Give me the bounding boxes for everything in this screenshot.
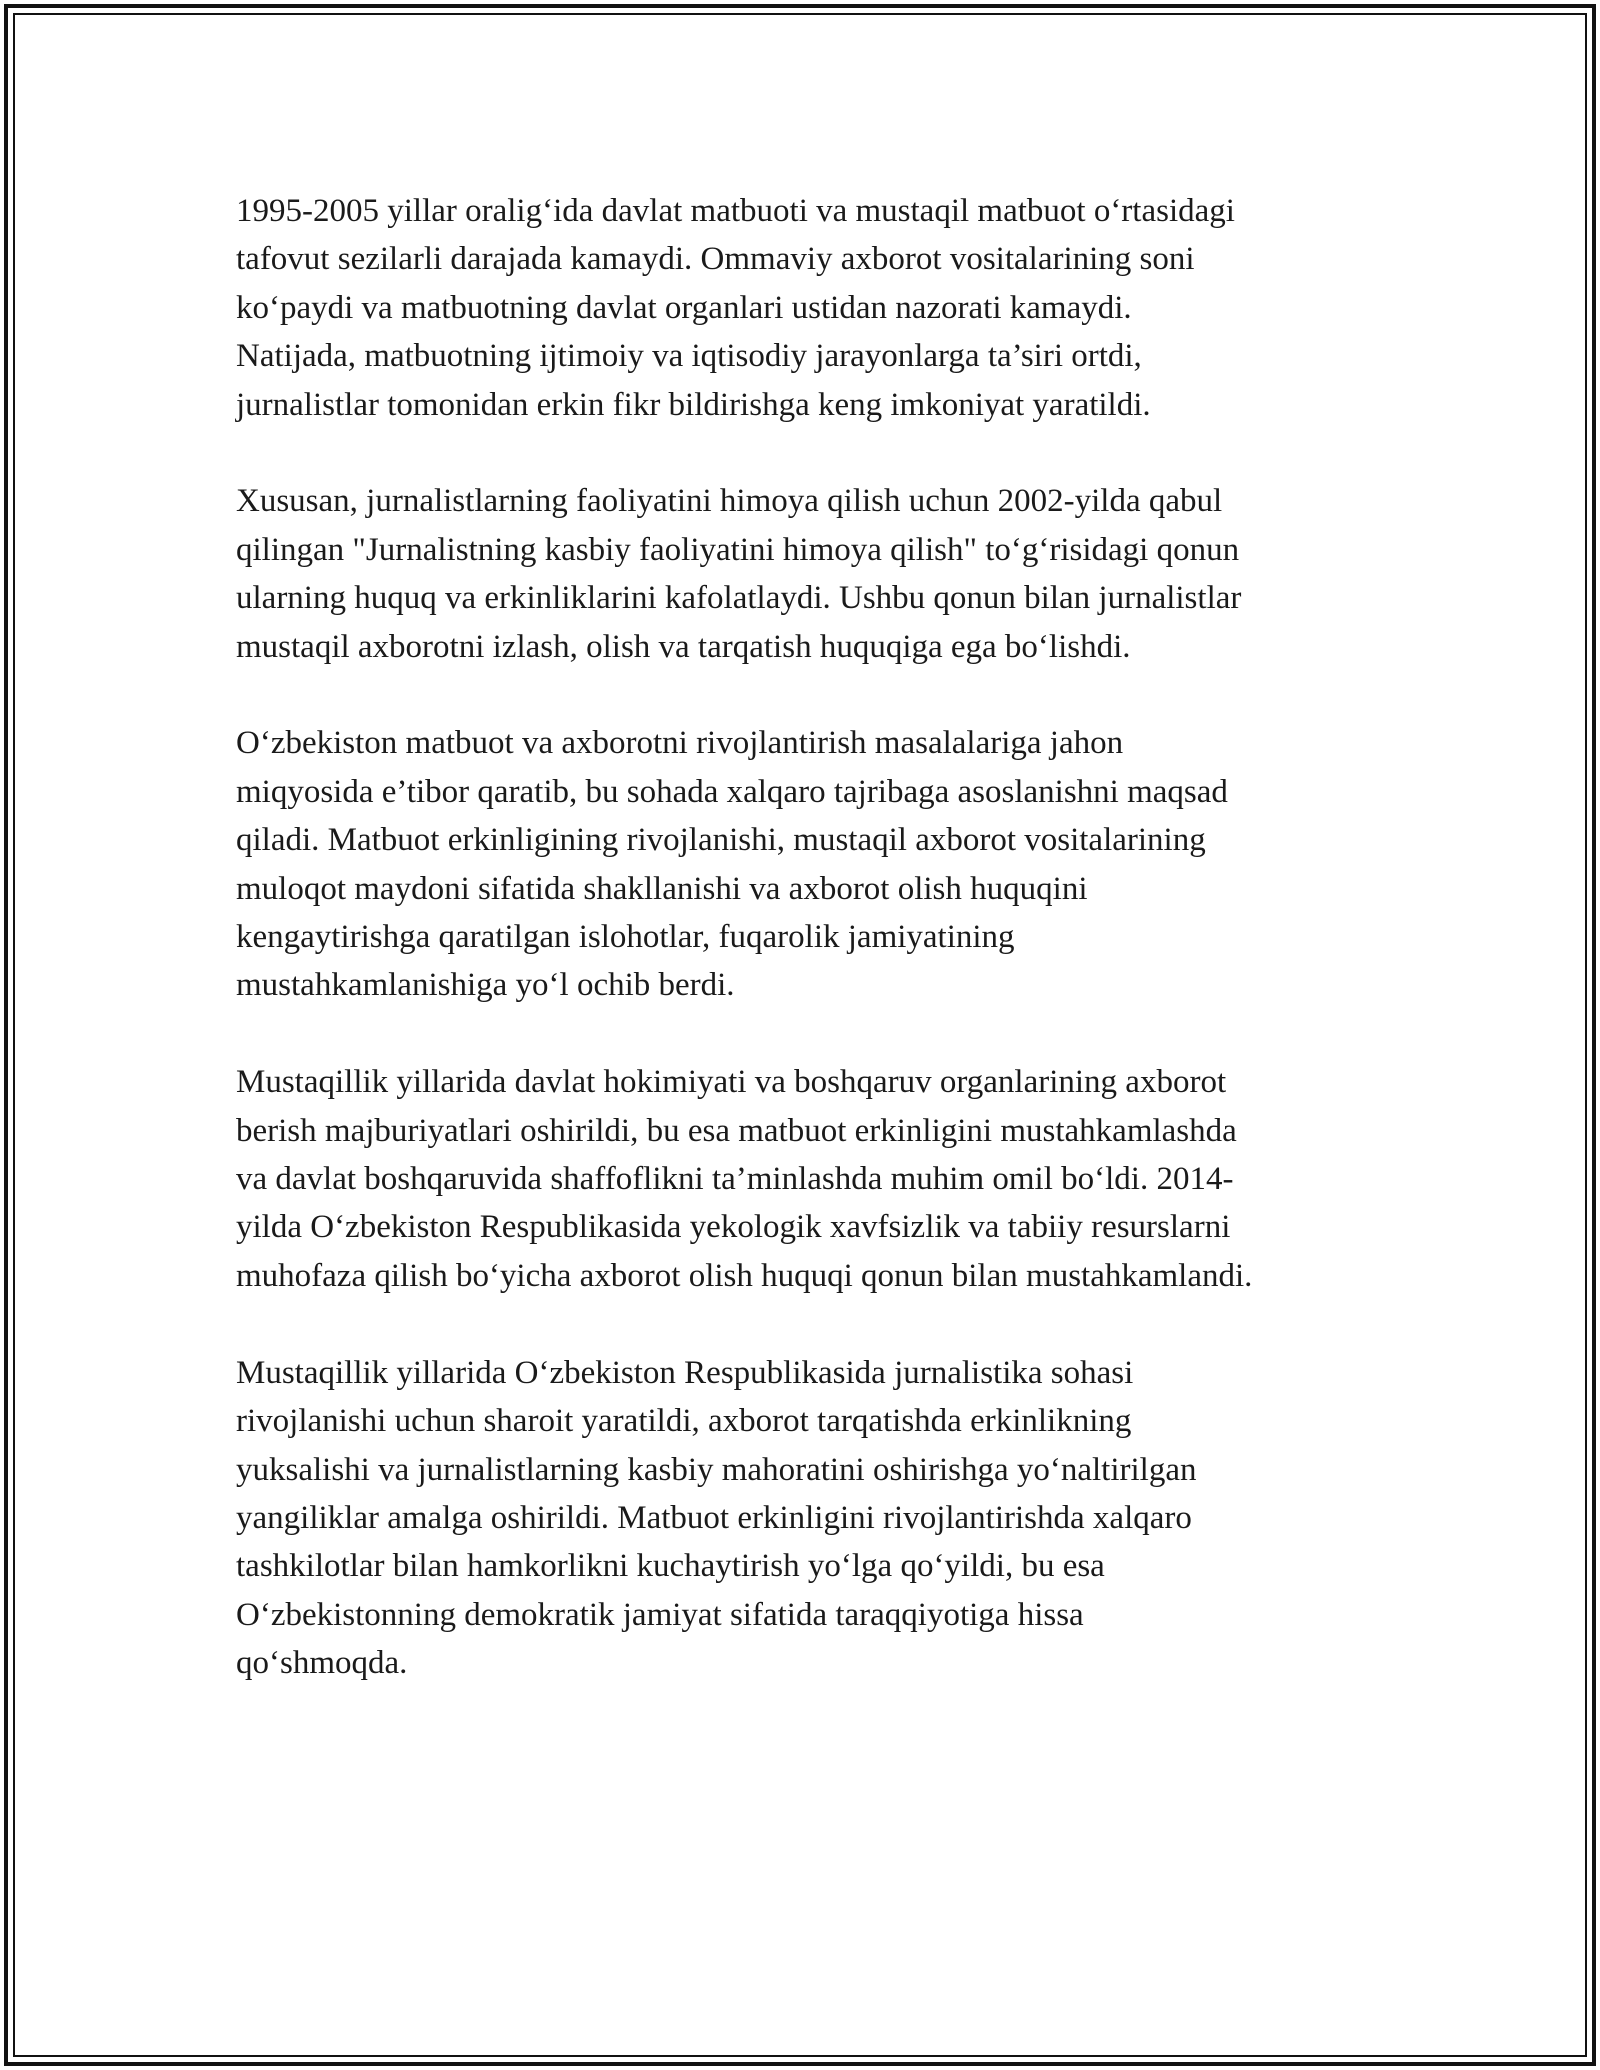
text-line: mustahkamlanishiga yo‘l ochib berdi.	[236, 967, 735, 1004]
text-line: 1995-2005 yillar oralig‘ida davlat matbuoti va mustaqil matbuot o‘rtasidagi	[236, 193, 1235, 229]
text-line: tafovut sezilarli darajada kamaydi. Ommaviy axborot vositalarining soni	[236, 241, 1195, 278]
text-line: va davlat boshqaruvida shaffoflikni ta’minlashda muhim omil bo‘ldi. 2014-	[236, 1161, 1234, 1198]
text-line: mustaqil axborotni izlash, olish va tarqatish huquqiga ega bo‘lishdi.	[236, 628, 1131, 665]
text-line: yuksalishi va jurnalistlarning kasbiy mahoratini oshirishga yo‘naltirilgan	[236, 1451, 1197, 1488]
text-line: qo‘shmoqda.	[236, 1645, 408, 1682]
text-line: jurnalistlar tomonidan erkin fikr bildirishga keng imkoniyat yaratildi.	[236, 386, 1151, 423]
text-line: berish majburiyatlari oshirildi, bu esa matbuot erkinligini mustahkamlashda	[236, 1112, 1237, 1149]
text-line: Mustaqillik yillarida davlat hokimiyati va boshqaruv organlarining axborot	[236, 1064, 1227, 1101]
text-line: Natijada, matbuotning ijtimoiy va iqtisodiy jarayonlarga ta’siri ortdi,	[236, 338, 1142, 375]
text-line: ularning huquq va erkinliklarini kafolatlaydi. Ushbu qonun bilan jurnalistlar	[236, 580, 1242, 617]
text-line: muhofaza qilish bo‘yicha axborot olish huquqi qonun bilan mustahkamlandi.	[236, 1257, 1253, 1294]
paragraph-5	[236, 1349, 1366, 1688]
text-line: ko‘paydi va matbuotning davlat organlari ustidan nazorati kamaydi.	[236, 289, 1132, 326]
text-line: qiladi. Matbuot erkinligining rivojlanishi, mustaqil axborot vositalarining	[236, 822, 1206, 859]
text-line: muloqot maydoni sifatida shakllanishi va axborot olish huquqini	[236, 870, 1088, 907]
text-line: Mustaqillik yillarida O‘zbekiston Respublikasida jurnalistika sohasi	[236, 1354, 1134, 1391]
text-line: O‘zbekistonning demokratik jamiyat sifatida taraqqiyotiga hissa	[236, 1596, 1084, 1633]
text-line: Xususan, jurnalistlarning faoliyatini himoya qilish uchun 2002-yilda qabul	[236, 483, 1223, 520]
text-line: qilingan "Jurnalistning kasbiy faoliyatini himoya qilish" to‘g‘risidagi qonun	[236, 531, 1240, 568]
paragraph-3	[236, 719, 1366, 1009]
text-line: yangiliklar amalga oshirildi. Matbuot erkinligini rivojlantirishda xalqaro	[236, 1499, 1192, 1536]
document-body	[236, 187, 1366, 1736]
text-line: kengaytirishga qaratilgan islohotlar, fuqarolik jamiyatining	[236, 919, 1015, 956]
text-line: tashkilotlar bilan hamkorlikni kuchaytirish yo‘lga qo‘yildi, bu esa	[236, 1548, 1105, 1585]
paragraph-4	[236, 1058, 1366, 1300]
paragraph-2	[236, 477, 1366, 671]
text-line: rivojlanishi uchun sharoit yaratildi, axborot tarqatishda erkinlikning	[236, 1403, 1132, 1440]
text-line: yilda O‘zbekiston Respublikasida yekologik xavfsizlik va tabiiy resurslarni	[236, 1209, 1231, 1246]
text-line: O‘zbekiston matbuot va axborotni rivojlantirish masalalariga jahon	[236, 725, 1124, 762]
paragraph-1	[236, 187, 1366, 429]
text-line: miqyosida e’tibor qaratib, bu sohada xalqaro tajribaga asoslanishni maqsad	[236, 773, 1228, 810]
